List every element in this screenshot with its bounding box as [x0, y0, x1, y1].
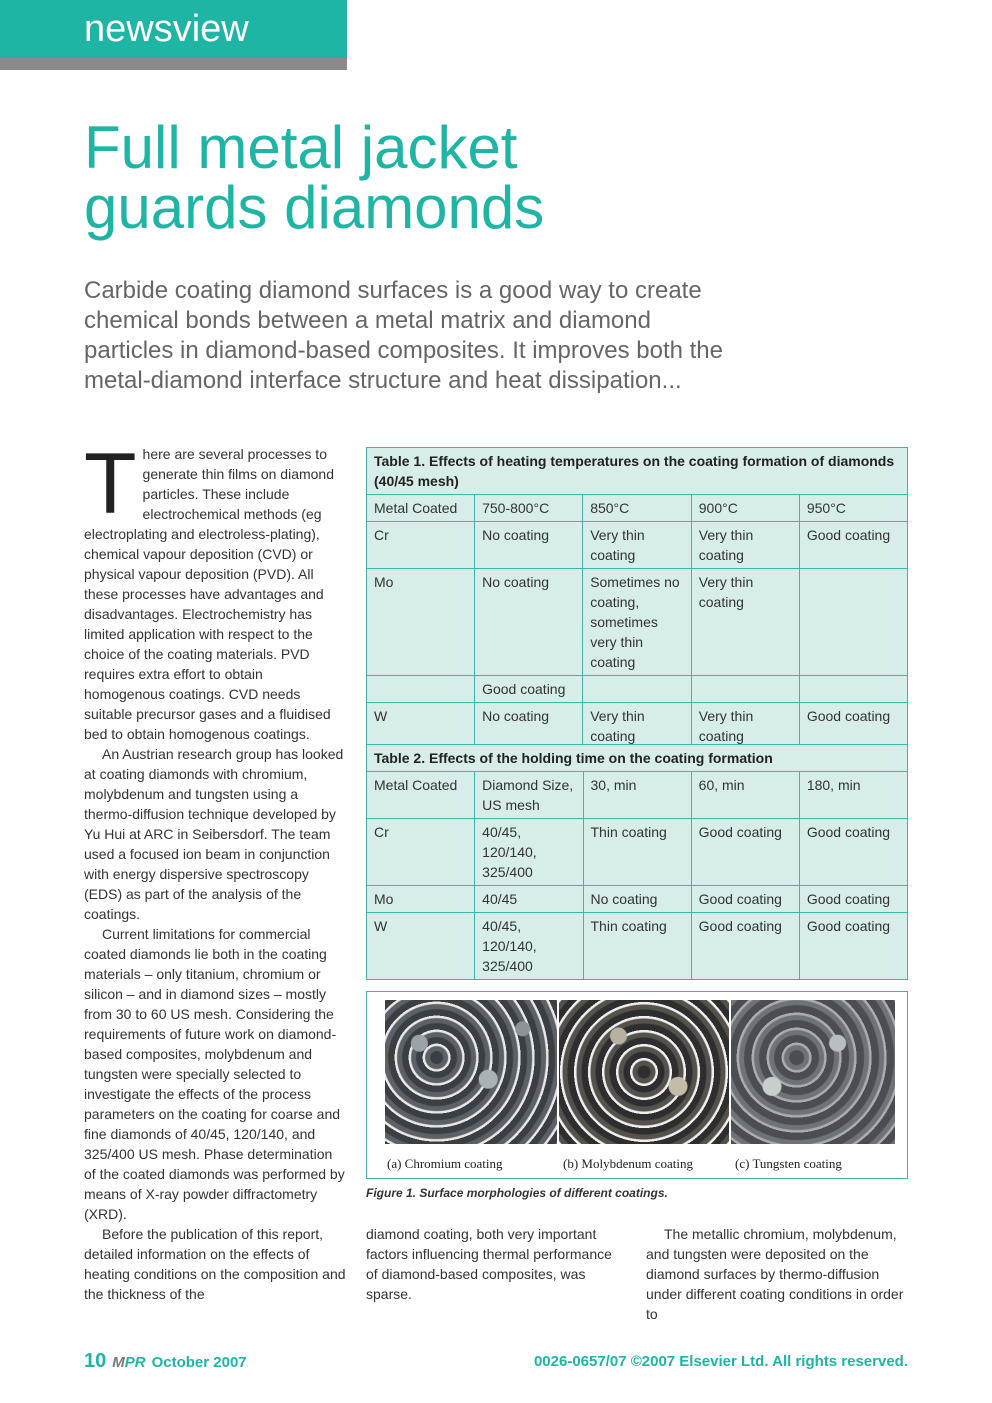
table-1-header-row — [367, 495, 908, 522]
table-cell: Thin coating — [583, 819, 691, 886]
table-cell: 40/45, 120/140, 325/400 — [475, 819, 583, 886]
figure-1 — [366, 991, 908, 1179]
table-2-header: 30, min — [583, 772, 691, 819]
table-cell: Very thin coating — [583, 703, 692, 750]
section-underbar — [0, 58, 347, 70]
table-cell: Good coating — [691, 913, 799, 980]
table-1-caption: Table 1. Effects of heating temperatures on the coating formation of diamonds (40/45 mesh) — [367, 448, 908, 495]
table-cell: Thin coating — [583, 913, 691, 980]
body-paragraph-2: An Austrian research group has looked at coating diamonds with chromium, molybdenum and tungsten using a thermo-diffusion technique developed by Yu Hui at ARC in Seibersdorf. The team used a focused ion beam in conjunction with energy dispersive spectroscopy (EDS) as part of the analysis of the coatings. — [84, 746, 344, 922]
table-cell: Good coating — [799, 913, 907, 980]
table-cell: Mo — [367, 569, 475, 676]
table-cell: W — [367, 703, 475, 750]
table-2-header: 180, min — [799, 772, 907, 819]
table-cell: Good coating — [799, 703, 907, 750]
table-cell: 40/45, 120/140, 325/400 — [475, 913, 583, 980]
body-column-2 — [366, 1224, 624, 1304]
table-2-header: Diamond Size, US mesh — [475, 772, 583, 819]
body-paragraph-6: The metallic chromium, molybdenum, and tungsten were deposited on the diamond surfaces by thermo-diffusion under different coating conditions in order to — [646, 1226, 904, 1322]
table-2 — [366, 744, 908, 980]
table-cell: 40/45 — [475, 886, 583, 913]
subcaption-b: (b) Molybdenum coating — [563, 1156, 693, 1171]
article-headline — [84, 114, 844, 241]
table-cell: Mo — [367, 886, 475, 913]
table-cell — [799, 569, 907, 676]
table-cell: Good coating — [799, 819, 907, 886]
body-column-3 — [646, 1224, 908, 1324]
table-cell: Very thin coating — [691, 522, 799, 569]
body-paragraph-3: Current limitations for commercial coated diamonds lie both in the coating materials – only titanium, chromium or silicon – and in diamond sizes – mostly from 30 to 60 US mesh. Considering the requirements of future work on diamond-based composites, molybdenum and tungsten were specially selected to investigate the effects of the process parameters on the coating for coarse and fine diamonds of 40/45, 120/140, and 325/400 US mesh. Phase determination of the coated diamonds was performed by means of X-ray powder diffractometry (XRD). — [84, 926, 345, 1222]
table-row — [367, 886, 908, 913]
table-1-header: 950°C — [799, 495, 907, 522]
molybdenum-coating-photo — [559, 1000, 729, 1144]
table-1-header: 750-800°C — [475, 495, 583, 522]
drop-cap: T — [84, 436, 137, 532]
table-row — [367, 703, 908, 750]
section-header — [0, 0, 347, 58]
chromium-coating-photo — [385, 1000, 557, 1144]
table-cell: Cr — [367, 522, 475, 569]
body-column-1 — [84, 436, 346, 1304]
subcaption-a: (a) Chromium coating — [387, 1156, 503, 1171]
table-cell — [583, 676, 692, 703]
table-row — [367, 676, 908, 703]
headline-line-1: Full metal jacket — [84, 114, 518, 181]
table-2-header: Metal Coated — [367, 772, 475, 819]
section-label: newsview — [84, 8, 249, 50]
table-2-header-row — [367, 772, 908, 819]
table-row — [367, 569, 908, 676]
table-cell: No coating — [475, 703, 583, 750]
table-1-header: 900°C — [691, 495, 799, 522]
table-row — [367, 913, 908, 980]
figure-caption: Figure 1. Surface morphologies of different coatings. — [366, 1186, 668, 1200]
table-cell — [799, 676, 907, 703]
table-cell — [691, 676, 799, 703]
body-paragraph-4: Before the publication of this report, detailed information on the effects of heating conditions on the composition and the thickness of the — [84, 1226, 346, 1302]
subcaption-c: (c) Tungsten coating — [735, 1156, 842, 1171]
copyright-notice: 0026-0657/07 ©2007 Elsevier Ltd. All rights reserved. — [533, 1353, 908, 1370]
table-2-header: 60, min — [691, 772, 799, 819]
table-2-caption: Table 2. Effects of the holding time on the coating formation — [367, 745, 908, 772]
table-cell: No coating — [475, 569, 583, 676]
magazine-logo-m: M — [112, 1354, 125, 1371]
table-1 — [366, 447, 908, 750]
table-cell: Cr — [367, 819, 475, 886]
table-cell: No coating — [583, 886, 691, 913]
table-cell: No coating — [475, 522, 583, 569]
issue-date: October 2007 — [151, 1354, 247, 1371]
headline-line-2: guards diamonds — [84, 174, 545, 241]
table-cell: W — [367, 913, 475, 980]
body-paragraph-5: diamond coating, both very important factors influencing thermal performance of diamond-based composites, was sparse. — [366, 1226, 612, 1302]
table-cell — [367, 676, 475, 703]
body-paragraph-1: here are several processes to generate thin films on diamond particles. These include electrochemical methods (eg electroplating and electroless-plating), chemical vapour deposition (CVD) or physical vapour deposition (PVD). All these processes have advantages and disadvantages. Electrochemistry has limited application with respect to the choice of the coating materials. PVD requires extra effort to obtain homogenous coatings. CVD needs suitable precursor gases and a fluidised bed to obtain homogenous coatings. — [84, 446, 334, 742]
table-1-header: 850°C — [583, 495, 692, 522]
standfirst: Carbide coating diamond surfaces is a good way to create chemical bonds between a metal matrix and diamond particles in diamond-based composites. It improves both the metal-diamond interface structure and heat dissipation... — [84, 277, 723, 394]
table-cell: Good coating — [475, 676, 583, 703]
table-1-header: Metal Coated — [367, 495, 475, 522]
table-cell: Very thin coating — [691, 703, 799, 750]
table-cell: Sometimes no coating, sometimes very thin coating — [583, 569, 692, 676]
table-cell: Very thin coating — [583, 522, 692, 569]
table-row — [367, 522, 908, 569]
table-row — [367, 819, 908, 886]
table-cell: Good coating — [691, 819, 799, 886]
table-cell: Good coating — [799, 522, 907, 569]
magazine-logo-pr: PR — [124, 1354, 146, 1371]
table-cell: Good coating — [799, 886, 907, 913]
page-number: 10 — [84, 1350, 107, 1372]
table-cell: Good coating — [691, 886, 799, 913]
tungsten-coating-photo — [731, 1000, 895, 1144]
table-cell: Very thin coating — [691, 569, 799, 676]
footer-issue — [84, 1350, 247, 1373]
